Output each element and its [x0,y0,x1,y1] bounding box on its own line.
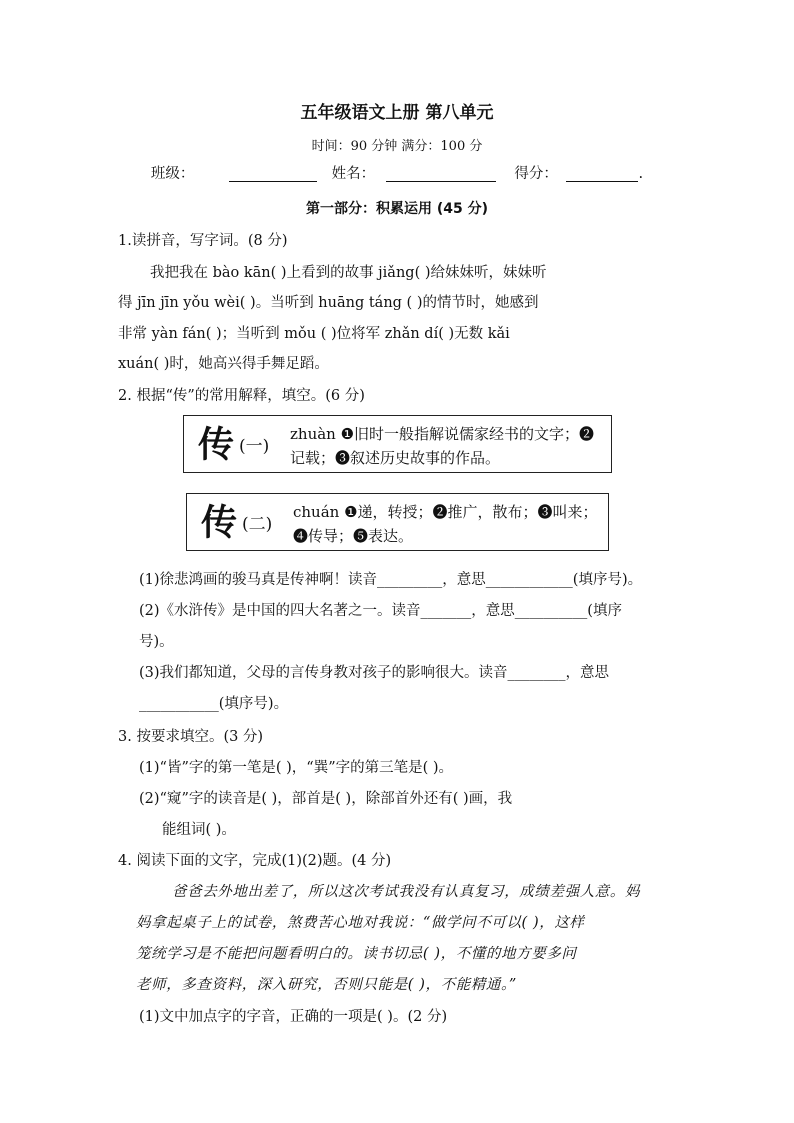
name-label: 姓名： [331,166,376,182]
passage-line: 爸爸去外地出差了，所以这次考试我没有认真复习，成绩差强人意。妈 [172,884,641,900]
definition-number: (一) [239,436,270,457]
q1-line: 得 jīn jīn yǒu wèi( )。当听到 huāng táng ( )的情节时，她感到 [118,295,539,311]
definition-box-chuan [186,493,609,551]
definition-char: 传 [198,424,235,466]
q2-item: (2)《水浒传》是中国的四大名著之一。读音_______，意思__________(填序 [139,603,622,619]
definition-box-zhuan [183,415,612,473]
q2-item: (3)我们都知道，父母的言传身教对孩子的影响很大。读音________，意思 [139,665,610,681]
definition-text: chuán ❶递，转授；❷推广，散布；❸叫来；❹传导；❺表达。 [293,503,598,545]
class-label: 班级： [150,166,195,182]
definition-char: 传 [201,502,238,544]
name-field[interactable] [386,167,496,182]
exam-meta: 时间：90 分钟 满分：100 分 [311,139,483,154]
class-field[interactable] [229,167,317,182]
student-info-row: 班级： 姓名： 得分： . [150,166,644,182]
q3-item: (2)“窥”字的读音是( )，部首是( )，除部首外还有( )画，我 [139,791,513,807]
q1-line: 非常 yàn fán( )；当听到 mǒu ( )位将军 zhǎn dí( )无数 kǎi [118,326,510,342]
q1-heading: 1.读拼音，写字词。(8 分) [118,233,288,249]
page-title: 五年级语文上册 第八单元 [300,103,494,123]
definition-number: (二) [242,514,273,535]
passage-line: 妈拿起桌子上的试卷，煞费苦心地对我说：“做学问不可以( )，这样 [136,915,585,931]
passage-line: 老师，多查资料，深入研究，否则只能是( )，不能精通。” [136,977,517,993]
section-title: 第一部分：积累运用 (45 分) [305,201,489,217]
q2-item: ___________(填序号)。 [139,696,289,712]
q2-item: (1)徐悲鸿画的骏马真是传神啊！读音_________，意思____________(填序号)。 [139,572,643,588]
q3-item: 能组词( )。 [162,822,236,838]
q1-line: 我把我在 bào kān( )上看到的故事 jiǎng( )给妹妹听，妹妹听 [150,265,547,281]
q3-item: (1)“皆”字的第一笔是( )，“巽”字的第三笔是( )。 [139,760,454,776]
q2-heading: 2. 根据“传”的常用解释，填空。(6 分) [118,388,365,404]
passage-line: 笼统学习是不能把问题看明白的。读书切忌( )，不懂的地方要多问 [136,946,577,962]
score-field[interactable] [566,167,638,182]
q3-heading: 3. 按要求填空。(3 分) [118,729,264,745]
q4-sub-question: (1)文中加点字的字音，正确的一项是( )。(2 分) [139,1009,448,1025]
q2-item: 号)。 [139,634,174,650]
q1-line: xuán( )时，她高兴得手舞足蹈。 [118,356,329,372]
score-label: 得分： [514,166,558,182]
q4-heading: 4. 阅读下面的文字，完成(1)(2)题。(4 分) [118,853,392,869]
definition-text: zhuàn ❶旧时一般指解说儒家经书的文字；❷记载；❸叙述历史故事的作品。 [290,425,595,467]
